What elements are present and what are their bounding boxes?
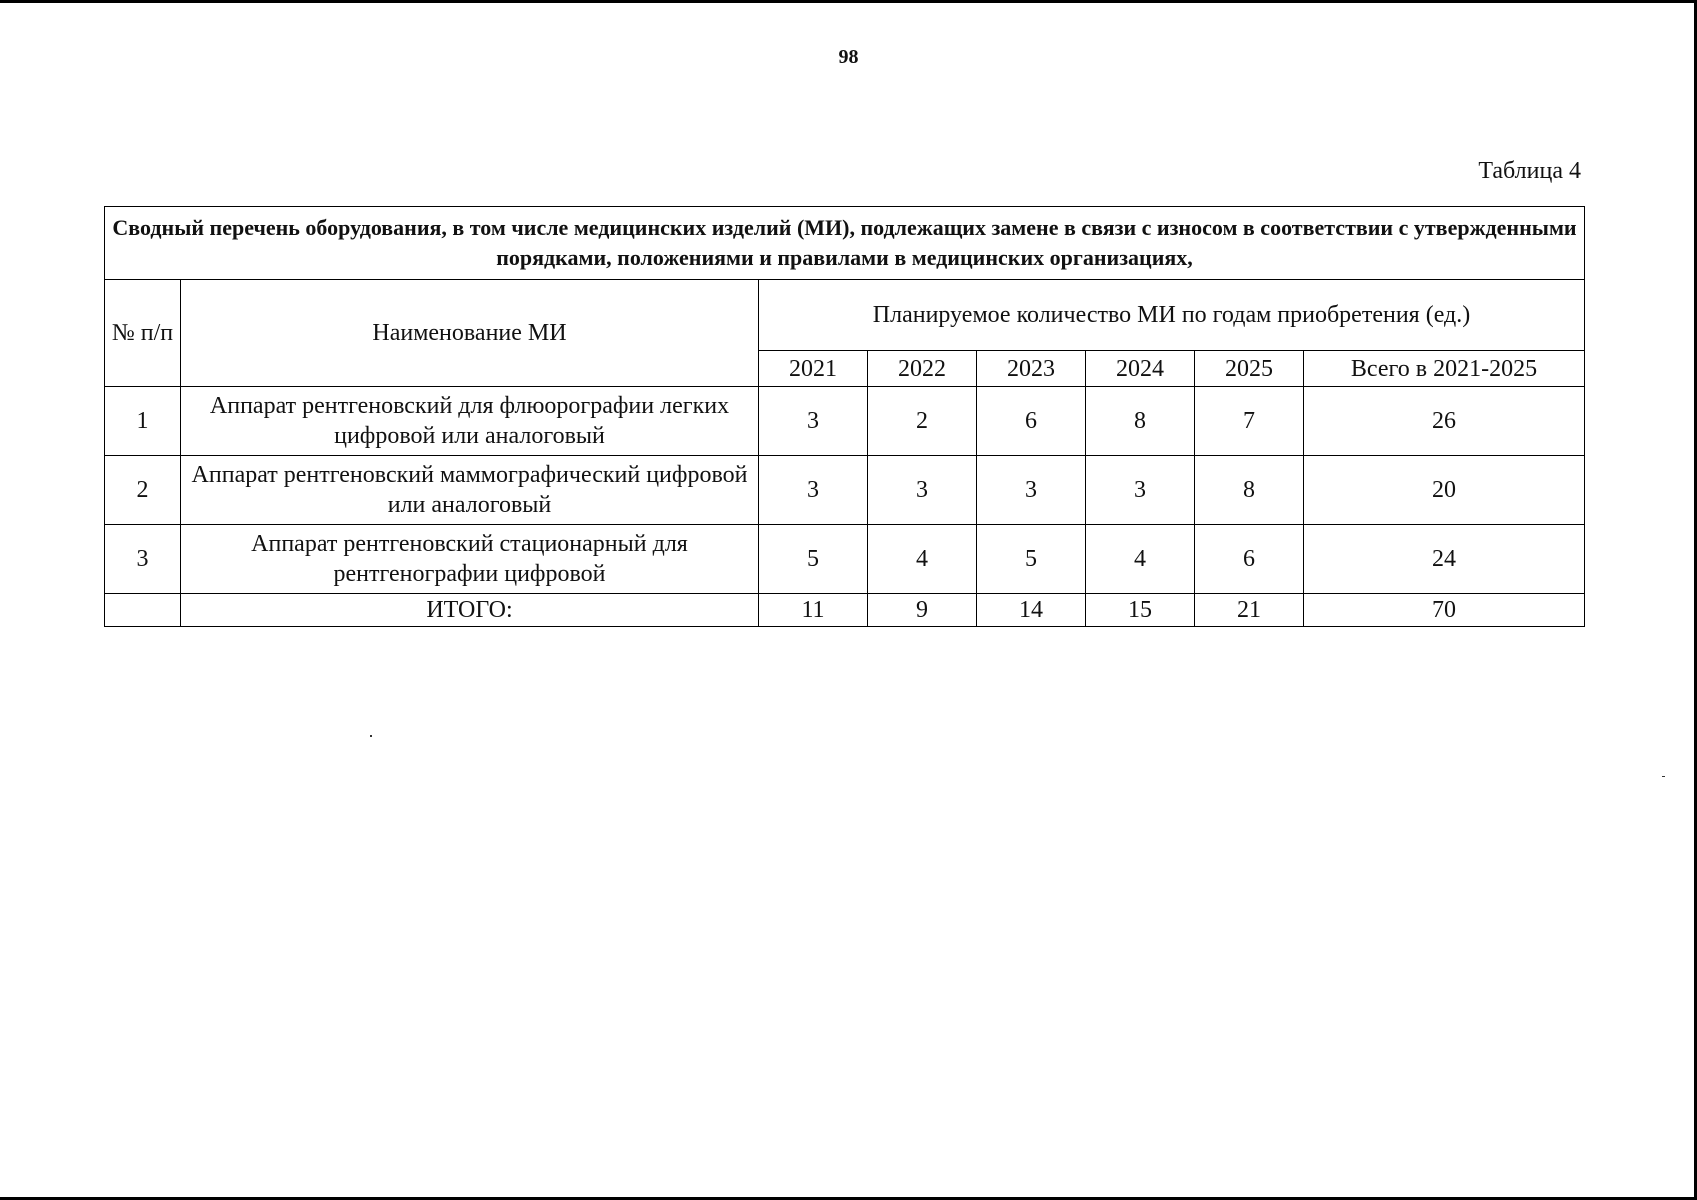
row-name: Аппарат рентгеновский для флюорографии легких цифровой или аналоговый xyxy=(181,387,759,456)
total-row xyxy=(105,594,1585,627)
row-total: 24 xyxy=(1304,525,1585,594)
row-value: 5 xyxy=(759,525,868,594)
table-title: Сводный перечень оборудования, в том числе медицинских изделий (МИ), подлежащих замене в связи с износом в соответствии с утвержденными порядками, положениями и правилами в медицинских организациях, xyxy=(105,207,1585,280)
table-label: Таблица 4 xyxy=(1478,158,1581,184)
header-year: 2022 xyxy=(868,351,977,387)
header-year: 2023 xyxy=(977,351,1086,387)
scan-speck xyxy=(1662,776,1665,777)
header-year: 2021 xyxy=(759,351,868,387)
table-row xyxy=(105,387,1585,456)
row-name: Аппарат рентгеновский стационарный для рентгенографии цифровой xyxy=(181,525,759,594)
page-number: 98 xyxy=(838,46,859,68)
header-name: Наименование МИ xyxy=(181,280,759,387)
total-row-empty xyxy=(105,594,181,627)
header-year: 2025 xyxy=(1195,351,1304,387)
row-value: 2 xyxy=(868,387,977,456)
total-value: 11 xyxy=(759,594,868,627)
table-row xyxy=(105,456,1585,525)
row-total: 20 xyxy=(1304,456,1585,525)
total-value: 15 xyxy=(1086,594,1195,627)
row-num: 2 xyxy=(105,456,181,525)
header-year: 2024 xyxy=(1086,351,1195,387)
row-num: 1 xyxy=(105,387,181,456)
header-planned: Планируемое количество МИ по годам приобретения (ед.) xyxy=(759,280,1585,351)
scan-speck xyxy=(370,735,372,737)
row-value: 7 xyxy=(1195,387,1304,456)
total-value: 21 xyxy=(1195,594,1304,627)
row-value: 3 xyxy=(759,387,868,456)
row-value: 4 xyxy=(1086,525,1195,594)
row-value: 3 xyxy=(977,456,1086,525)
row-value: 8 xyxy=(1086,387,1195,456)
total-value: 14 xyxy=(977,594,1086,627)
row-value: 3 xyxy=(868,456,977,525)
row-value: 6 xyxy=(977,387,1086,456)
equipment-table-container xyxy=(104,206,1584,627)
total-label: ИТОГО: xyxy=(181,594,759,627)
row-num: 3 xyxy=(105,525,181,594)
total-value: 9 xyxy=(868,594,977,627)
row-total: 26 xyxy=(1304,387,1585,456)
row-name: Аппарат рентгеновский маммографический цифровой или аналоговый xyxy=(181,456,759,525)
table-row xyxy=(105,525,1585,594)
equipment-table xyxy=(104,206,1585,627)
row-value: 6 xyxy=(1195,525,1304,594)
row-value: 3 xyxy=(1086,456,1195,525)
row-value: 4 xyxy=(868,525,977,594)
header-num: № п/п xyxy=(105,280,181,387)
header-total-years: Всего в 2021-2025 xyxy=(1304,351,1585,387)
row-value: 3 xyxy=(759,456,868,525)
grand-total: 70 xyxy=(1304,594,1585,627)
row-value: 8 xyxy=(1195,456,1304,525)
row-value: 5 xyxy=(977,525,1086,594)
